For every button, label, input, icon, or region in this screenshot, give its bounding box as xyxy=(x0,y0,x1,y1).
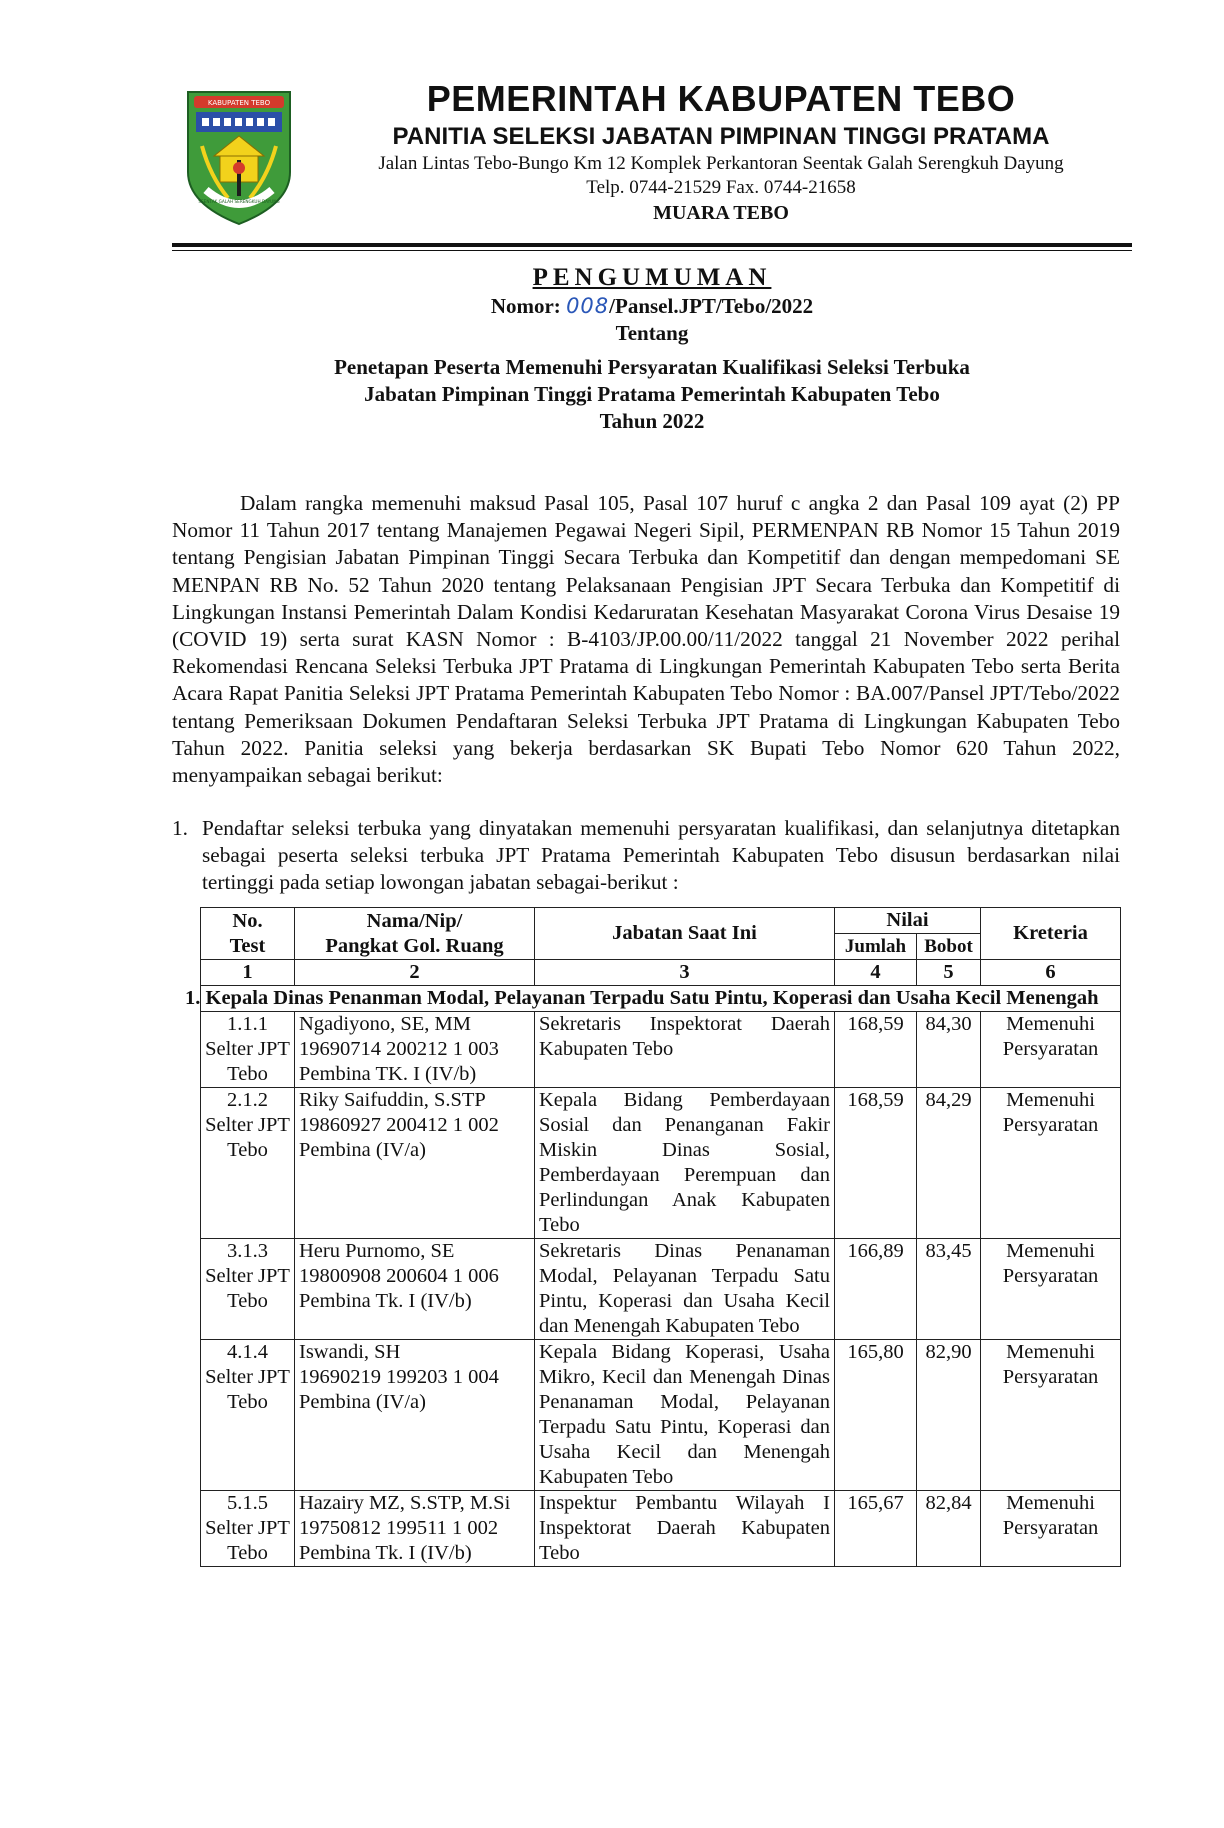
logo-banner-text: KABUPATEN TEBO xyxy=(207,99,271,107)
kreteria-cell: Memenuhi Persyaratan xyxy=(981,1239,1121,1340)
header-jabatan: Jabatan Saat Ini xyxy=(535,908,835,960)
list-item-text: Pendaftar seleksi terbuka yang dinyatakan memenuhi persyaratan kualifikasi, dan selanjutnya ditetapkan sebagai peserta seleksi terbuka JPT Pratama Pemerintah Kabupaten Tebo disusun berdasarkan nilai tertinggi pada setiap lowongan jabatan sebagai-berikut : xyxy=(202,816,1120,895)
kreteria-cell: Memenuhi Persyaratan xyxy=(981,1012,1121,1088)
kabupaten-tebo-logo-icon xyxy=(180,86,298,228)
handwritten-number: 008 xyxy=(566,294,610,318)
test-number-cell: 3.1.3 Selter JPT Tebo xyxy=(201,1239,295,1340)
number-prefix: Nomor: xyxy=(490,294,567,318)
number-suffix: /Pansel.JPT/Tebo/2022 xyxy=(609,294,814,318)
column-index: 4 xyxy=(835,960,917,986)
participants-table xyxy=(185,907,1121,1567)
letterhead-divider-thin xyxy=(172,250,1132,251)
jabatan-cell: Inspektur Pembantu Wilayah I Inspektorat Daerah Kabupaten Tebo xyxy=(535,1491,835,1567)
position-group-title: 1. Kepala Dinas Penanman Modal, Pelayanan Terpadu Satu Pintu, Koperasi dan Usaha Kecil Menengah xyxy=(201,986,1121,1012)
subject-line-1: Penetapan Peserta Memenuhi Persyaratan Kualifikasi Seleksi Terbuka xyxy=(334,355,970,379)
bobot-cell: 84,30 xyxy=(917,1012,981,1088)
bobot-cell: 82,84 xyxy=(917,1491,981,1567)
list-item-number: 1. xyxy=(172,816,188,840)
nama-nip-cell: Ngadiyono, SE, MM 19690714 200212 1 003 Pembina TK. I (IV/b) xyxy=(295,1012,535,1088)
jabatan-cell: Kepala Bidang Pemberdayaan Sosial dan Penanganan Fakir Miskin Dinas Sosial, Pemberdayaan Perempuan dan Perlindungan Anak Kabupaten Tebo xyxy=(535,1088,835,1239)
nama-nip-cell: Riky Saifuddin, S.STP 19860927 200412 1 002 Pembina (IV/a) xyxy=(295,1088,535,1239)
table-row xyxy=(201,1239,1121,1340)
jumlah-cell: 165,67 xyxy=(835,1491,917,1567)
intro-paragraph-text: Dalam rangka memenuhi maksud Pasal 105, Pasal 107 huruf c angka 2 dan Pasal 109 ayat (2) PP Nomor 11 Tahun 2017 tentang Manajemen Pegawai Negeri Sipil, PERMENPAN RB Nomor 15 Tahun 2019 tentang Pengisian Jabatan Pimpinan Tinggi Secara Terbuka dan Kompetitif dan dengan mempedomani SE MENPAN RB No. 52 Tahun 2020 tentang Pelaksanaan Pengisian JPT Secara Terbuka dan Kompetitif di Lingkungan Instansi Pemerintah Dalam Kondisi Kedaruratan Kesehatan Masyarakat Corona Virus Desaise 19 (COVID 19) serta surat KASN Nomor : B-4103/JP.00.00/11/2022 tanggal 21 November 2022 perihal Rekomendasi Rencana Seleksi Terbuka JPT Pratama di Lingkungan Pemerintah Kabupaten Tebo serta Berita Acara Rapat Panitia Seleksi JPT Pratama Pemerintah Kabupaten Tebo Nomor : BA.007/Pansel JPT/Tebo/2022 tentang Pemeriksaan Dokumen Pendaftaran Seleksi Terbuka JPT Pratama di Lingkungan Kabupaten Tebo Tahun 2022. Panitia seleksi yang bekerja berdasarkan SK Bupati Tebo Nomor 620 Tahun 2022, menyampaikan sebagai berikut: xyxy=(172,491,1120,788)
table-row xyxy=(201,1012,1121,1088)
nama-nip-cell: Hazairy MZ, S.STP, M.Si 19750812 199511 1 002 Pembina Tk. I (IV/b) xyxy=(295,1491,535,1567)
column-index: 5 xyxy=(917,960,981,986)
announcement-title: PENGUMUMAN xyxy=(532,264,772,291)
bobot-cell: 84,29 xyxy=(917,1088,981,1239)
logo-motto-text: SEENTAK GALAH SERENGKUH DAYUNG xyxy=(198,199,280,204)
kreteria-cell: Memenuhi Persyaratan xyxy=(981,1340,1121,1491)
test-number-cell: 1.1.1 Selter JPT Tebo xyxy=(201,1012,295,1088)
kreteria-cell: Memenuhi Persyaratan xyxy=(981,1491,1121,1567)
column-index: 1 xyxy=(201,960,295,986)
header-nilai: Nilai xyxy=(835,908,981,934)
bobot-cell: 83,45 xyxy=(917,1239,981,1340)
column-index-row xyxy=(201,960,1121,986)
header-no-test: No. Test xyxy=(201,908,295,960)
table-row xyxy=(201,1340,1121,1491)
kreteria-cell: Memenuhi Persyaratan xyxy=(981,1088,1121,1239)
city-name: MUARA TEBO xyxy=(653,202,789,224)
column-index: 3 xyxy=(535,960,835,986)
table-row xyxy=(201,1088,1121,1239)
letterhead xyxy=(176,78,1136,238)
tentang-label: Tentang xyxy=(615,321,689,345)
table-row xyxy=(201,1491,1121,1567)
address-line: Jalan Lintas Tebo-Bungo Km 12 Komplek Perkantoran Seentak Galah Serengkuh Dayung xyxy=(378,153,1064,174)
jumlah-cell: 168,59 xyxy=(835,1012,917,1088)
test-number-cell: 4.1.4 Selter JPT Tebo xyxy=(201,1340,295,1491)
committee-name: PANITIA SELEKSI JABATAN PIMPINAN TINGGI PRATAMA xyxy=(392,123,1050,150)
nama-nip-cell: Iswandi, SH 19690219 199203 1 004 Pembina (IV/a) xyxy=(295,1340,535,1491)
test-number-cell: 2.1.2 Selter JPT Tebo xyxy=(201,1088,295,1239)
position-group-row xyxy=(201,986,1121,1012)
jabatan-cell: Kepala Bidang Koperasi, Usaha Mikro, Kecil dan Menengah Dinas Penanaman Modal, Pelayanan Terpadu Satu Pintu, Koperasi dan Usaha Kecil dan Menengah Kabupaten Tebo xyxy=(535,1340,835,1491)
column-index: 2 xyxy=(295,960,535,986)
jabatan-cell: Sekretaris Inspektorat Daerah Kabupaten Tebo xyxy=(535,1012,835,1088)
header-nama-nip: Nama/Nip/ Pangkat Gol. Ruang xyxy=(295,908,535,960)
phone-fax-line: Telp. 0744-21529 Fax. 0744-21658 xyxy=(586,177,856,198)
subject-line-2: Jabatan Pimpinan Tinggi Pratama Pemerintah Kabupaten Tebo xyxy=(364,382,940,406)
jumlah-cell: 165,80 xyxy=(835,1340,917,1491)
letterhead-divider-thick xyxy=(172,243,1132,247)
announcement-heading xyxy=(172,263,1132,435)
nama-nip-cell: Heru Purnomo, SE 19800908 200604 1 006 Pembina Tk. I (IV/b) xyxy=(295,1239,535,1340)
header-kreteria: Kreteria xyxy=(981,908,1121,960)
header-jumlah: Jumlah xyxy=(835,934,917,960)
letterhead-text xyxy=(306,78,1136,226)
announcement-number xyxy=(172,293,1132,320)
table-header-row xyxy=(201,908,1121,934)
list-item xyxy=(172,815,1120,897)
government-name: PEMERINTAH KABUPATEN TEBO xyxy=(426,78,1016,119)
column-index: 6 xyxy=(981,960,1121,986)
intro-paragraph xyxy=(172,490,1120,789)
subject-line-3: Tahun 2022 xyxy=(599,409,705,433)
bobot-cell: 82,90 xyxy=(917,1340,981,1491)
jumlah-cell: 166,89 xyxy=(835,1239,917,1340)
jumlah-cell: 168,59 xyxy=(835,1088,917,1239)
jabatan-cell: Sekretaris Dinas Penanaman Modal, Pelayanan Terpadu Satu Pintu, Koperasi dan Usaha Kecil dan Menengah Kabupaten Tebo xyxy=(535,1239,835,1340)
header-bobot: Bobot xyxy=(917,934,981,960)
test-number-cell: 5.1.5 Selter JPT Tebo xyxy=(201,1491,295,1567)
